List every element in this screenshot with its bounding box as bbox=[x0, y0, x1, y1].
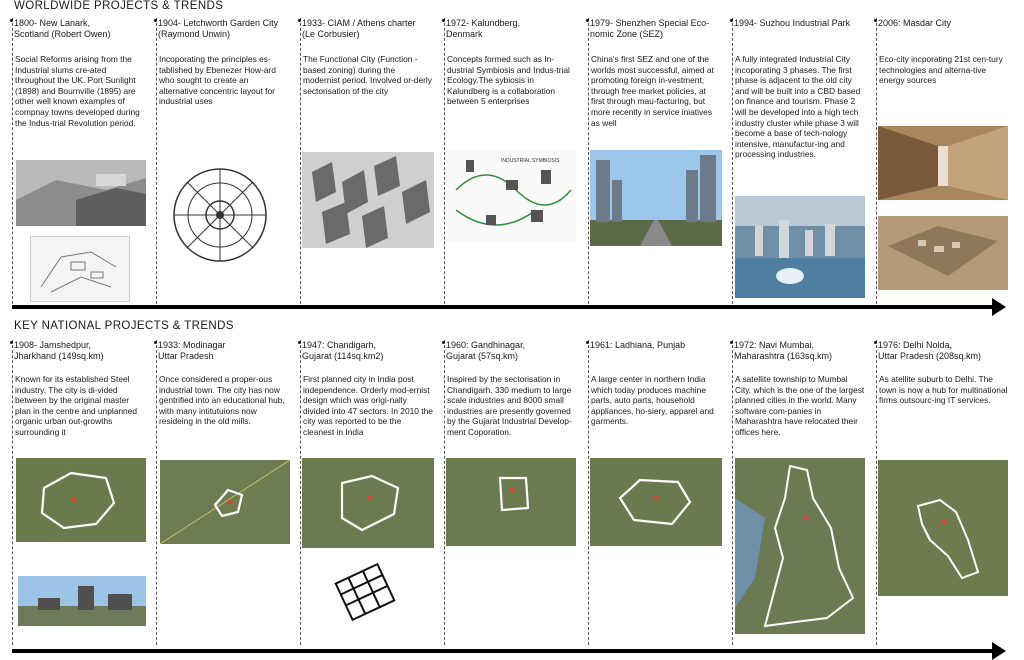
national-description: First planned city in India post independence. Orderly mod-ernist design which was origi-nally divided into 47 sectors. In 2010 the city was reported to be the cleanest in India bbox=[303, 374, 433, 437]
national-timeline-marker bbox=[300, 340, 301, 645]
national-timeline-marker bbox=[876, 340, 877, 645]
ludhiana-map bbox=[590, 458, 722, 546]
national-description: Once considered a proper-ous industrial town. The city has now gentrified into an educational hub, with many intitutuions now resideing in the old mills. bbox=[159, 374, 285, 427]
national-description: Known for its established Steel industry. The city is di-vided between by the original master plan in the centre and unplanned organic urban out-growths surrounding it bbox=[15, 374, 138, 437]
masdar-street-photo bbox=[878, 126, 1008, 200]
chandigarh-map bbox=[302, 458, 434, 548]
national-heading: 1908- Jamshedpur, Jharkhand (149sq.km) bbox=[14, 340, 146, 362]
national-timeline-marker bbox=[588, 340, 589, 645]
diagram-caption: INDUSTRIAL SYMBIOSIS bbox=[501, 158, 560, 164]
national-timeline-marker bbox=[444, 340, 445, 645]
modinagar-map bbox=[160, 460, 290, 544]
noida-map bbox=[878, 460, 1008, 596]
world-timeline-marker bbox=[588, 18, 589, 304]
gandhinagar-map bbox=[446, 458, 576, 546]
world-timeline-marker bbox=[12, 18, 13, 304]
world-timeline-marker bbox=[156, 18, 157, 304]
masdar-aerial-model bbox=[878, 216, 1008, 290]
world-timeline-marker bbox=[300, 18, 301, 304]
national-heading: 1933: Modinagar Uttar Pradesh bbox=[158, 340, 290, 362]
new-lanark-plan bbox=[30, 236, 130, 302]
kalundborg-symbiosis-diagram bbox=[446, 150, 576, 242]
world-heading: 1904- Letchworth Garden City (Raymond Unwin) bbox=[158, 18, 290, 40]
world-heading: 2006: Masdar City bbox=[878, 18, 1010, 29]
world-description: Social Reforms arising from the Industrial slums cre-ated throughout the UK. Port Sunlight (1898) and Bournville (1895) are other well known examples of compnay towns developed during the Indus-trial Revolution period. bbox=[15, 54, 140, 128]
jamshedpur-map bbox=[16, 458, 146, 542]
new-lanark-photo bbox=[16, 160, 146, 226]
chandigarh-sector-plan bbox=[332, 560, 398, 624]
national-section-title: KEY NATIONAL PROJECTS & TRENDS bbox=[14, 320, 234, 332]
national-heading: 1947: Chandigarh, Gujarat (114sq.km2) bbox=[302, 340, 434, 362]
national-heading: 1960: Gandhinagar, Gujarat (57sq.km) bbox=[446, 340, 578, 362]
national-timeline-marker bbox=[156, 340, 157, 645]
national-timeline-marker bbox=[732, 340, 733, 645]
national-heading: 1972: Navi Mumbai, Maharashtra (163sq.km) bbox=[734, 340, 866, 362]
national-description: A large center in northern India which today produces machine parts, auto parts, household appliances, ho-siery, apparel and garments. bbox=[591, 374, 714, 427]
world-timeline-marker bbox=[732, 18, 733, 304]
world-description: The Functional City (Function - based zoning) during the modernist period. Involved or-derly sectorisation of the city bbox=[303, 54, 432, 96]
world-description: Eco-city incporating 21st cen-tury technologies and alterna-tive energy sources bbox=[879, 54, 1003, 86]
world-description: Incoporating the principles es-tablished by Ebenezer How-ard who sought to create an alternative concentric layout for industrial uses bbox=[159, 54, 276, 107]
shenzhen-photo bbox=[590, 150, 722, 246]
navi-mumbai-map bbox=[735, 458, 865, 634]
national-description: Inspired by the sectorisation in Chandigarh. 330 medium to large scale industries and 8000 small industries are presently governed by the Gujarat Industrial Develop-ment Coporation. bbox=[447, 374, 572, 437]
national-description: As atellite suburb to Delhi. The town is now a hub for multinational firms outsourc-ing IT services. bbox=[879, 374, 1008, 406]
national-timeline-arrow bbox=[12, 649, 1002, 653]
world-heading: 1933- CIAM / Athens charter (Le Corbusier) bbox=[302, 18, 434, 40]
national-heading: 1976: Delhi Noida, Uttar Pradesh (208sq.km) bbox=[878, 340, 1010, 362]
national-heading: 1961: Ladhiana, Punjab bbox=[590, 340, 722, 351]
world-timeline-marker bbox=[444, 18, 445, 304]
national-description: A satellite township to Mumbai City, which is the one of the largest planned cities in the world. Many software com-panies in Maharashtra have relocated their offices here. bbox=[735, 374, 865, 437]
world-section-title: WORLDWIDE PROJECTS & TRENDS bbox=[14, 0, 224, 12]
world-timeline-arrow bbox=[12, 305, 1002, 309]
world-description: China's first SEZ and one of the worlds most successful, aimed at promoting foreign in-vestment, through free market policies, at first through mau-facturing, but more recently in service iniatives as well bbox=[591, 54, 714, 128]
athens-charter-model bbox=[302, 152, 434, 248]
world-timeline-marker bbox=[876, 18, 877, 304]
world-heading: 1800- New Lanark, Scotland (Robert Owen) bbox=[14, 18, 146, 40]
jamshedpur-steel-photo bbox=[18, 576, 146, 626]
national-timeline-marker bbox=[12, 340, 13, 645]
world-heading: 1972- Kalundberg, Denmark bbox=[446, 18, 578, 40]
world-description: A fully integrated Industrial City incoporating 3 phases. The first phase is adjacent to the old city and will be built into a CBD based on finance and tourism. Phase 2 will be developed into a high tech industry cluster while phase 3 will become a base of tech-nology intensive, manufactur-ing and processing industries. bbox=[735, 54, 861, 160]
world-description: Concepts formed such as In-dustrial Symbiosis and Indus-trial Ecology.The sybiosis in Kalundberg is a collaboration between 5 enterprises bbox=[447, 54, 570, 107]
garden-city-diagram bbox=[170, 165, 270, 265]
world-heading: 1994- Suzhou Industrial Park bbox=[734, 18, 866, 29]
suzhou-park-aerial bbox=[735, 196, 865, 298]
world-heading: 1979- Shenzhen Special Eco- nomic Zone (SEZ) bbox=[590, 18, 722, 40]
